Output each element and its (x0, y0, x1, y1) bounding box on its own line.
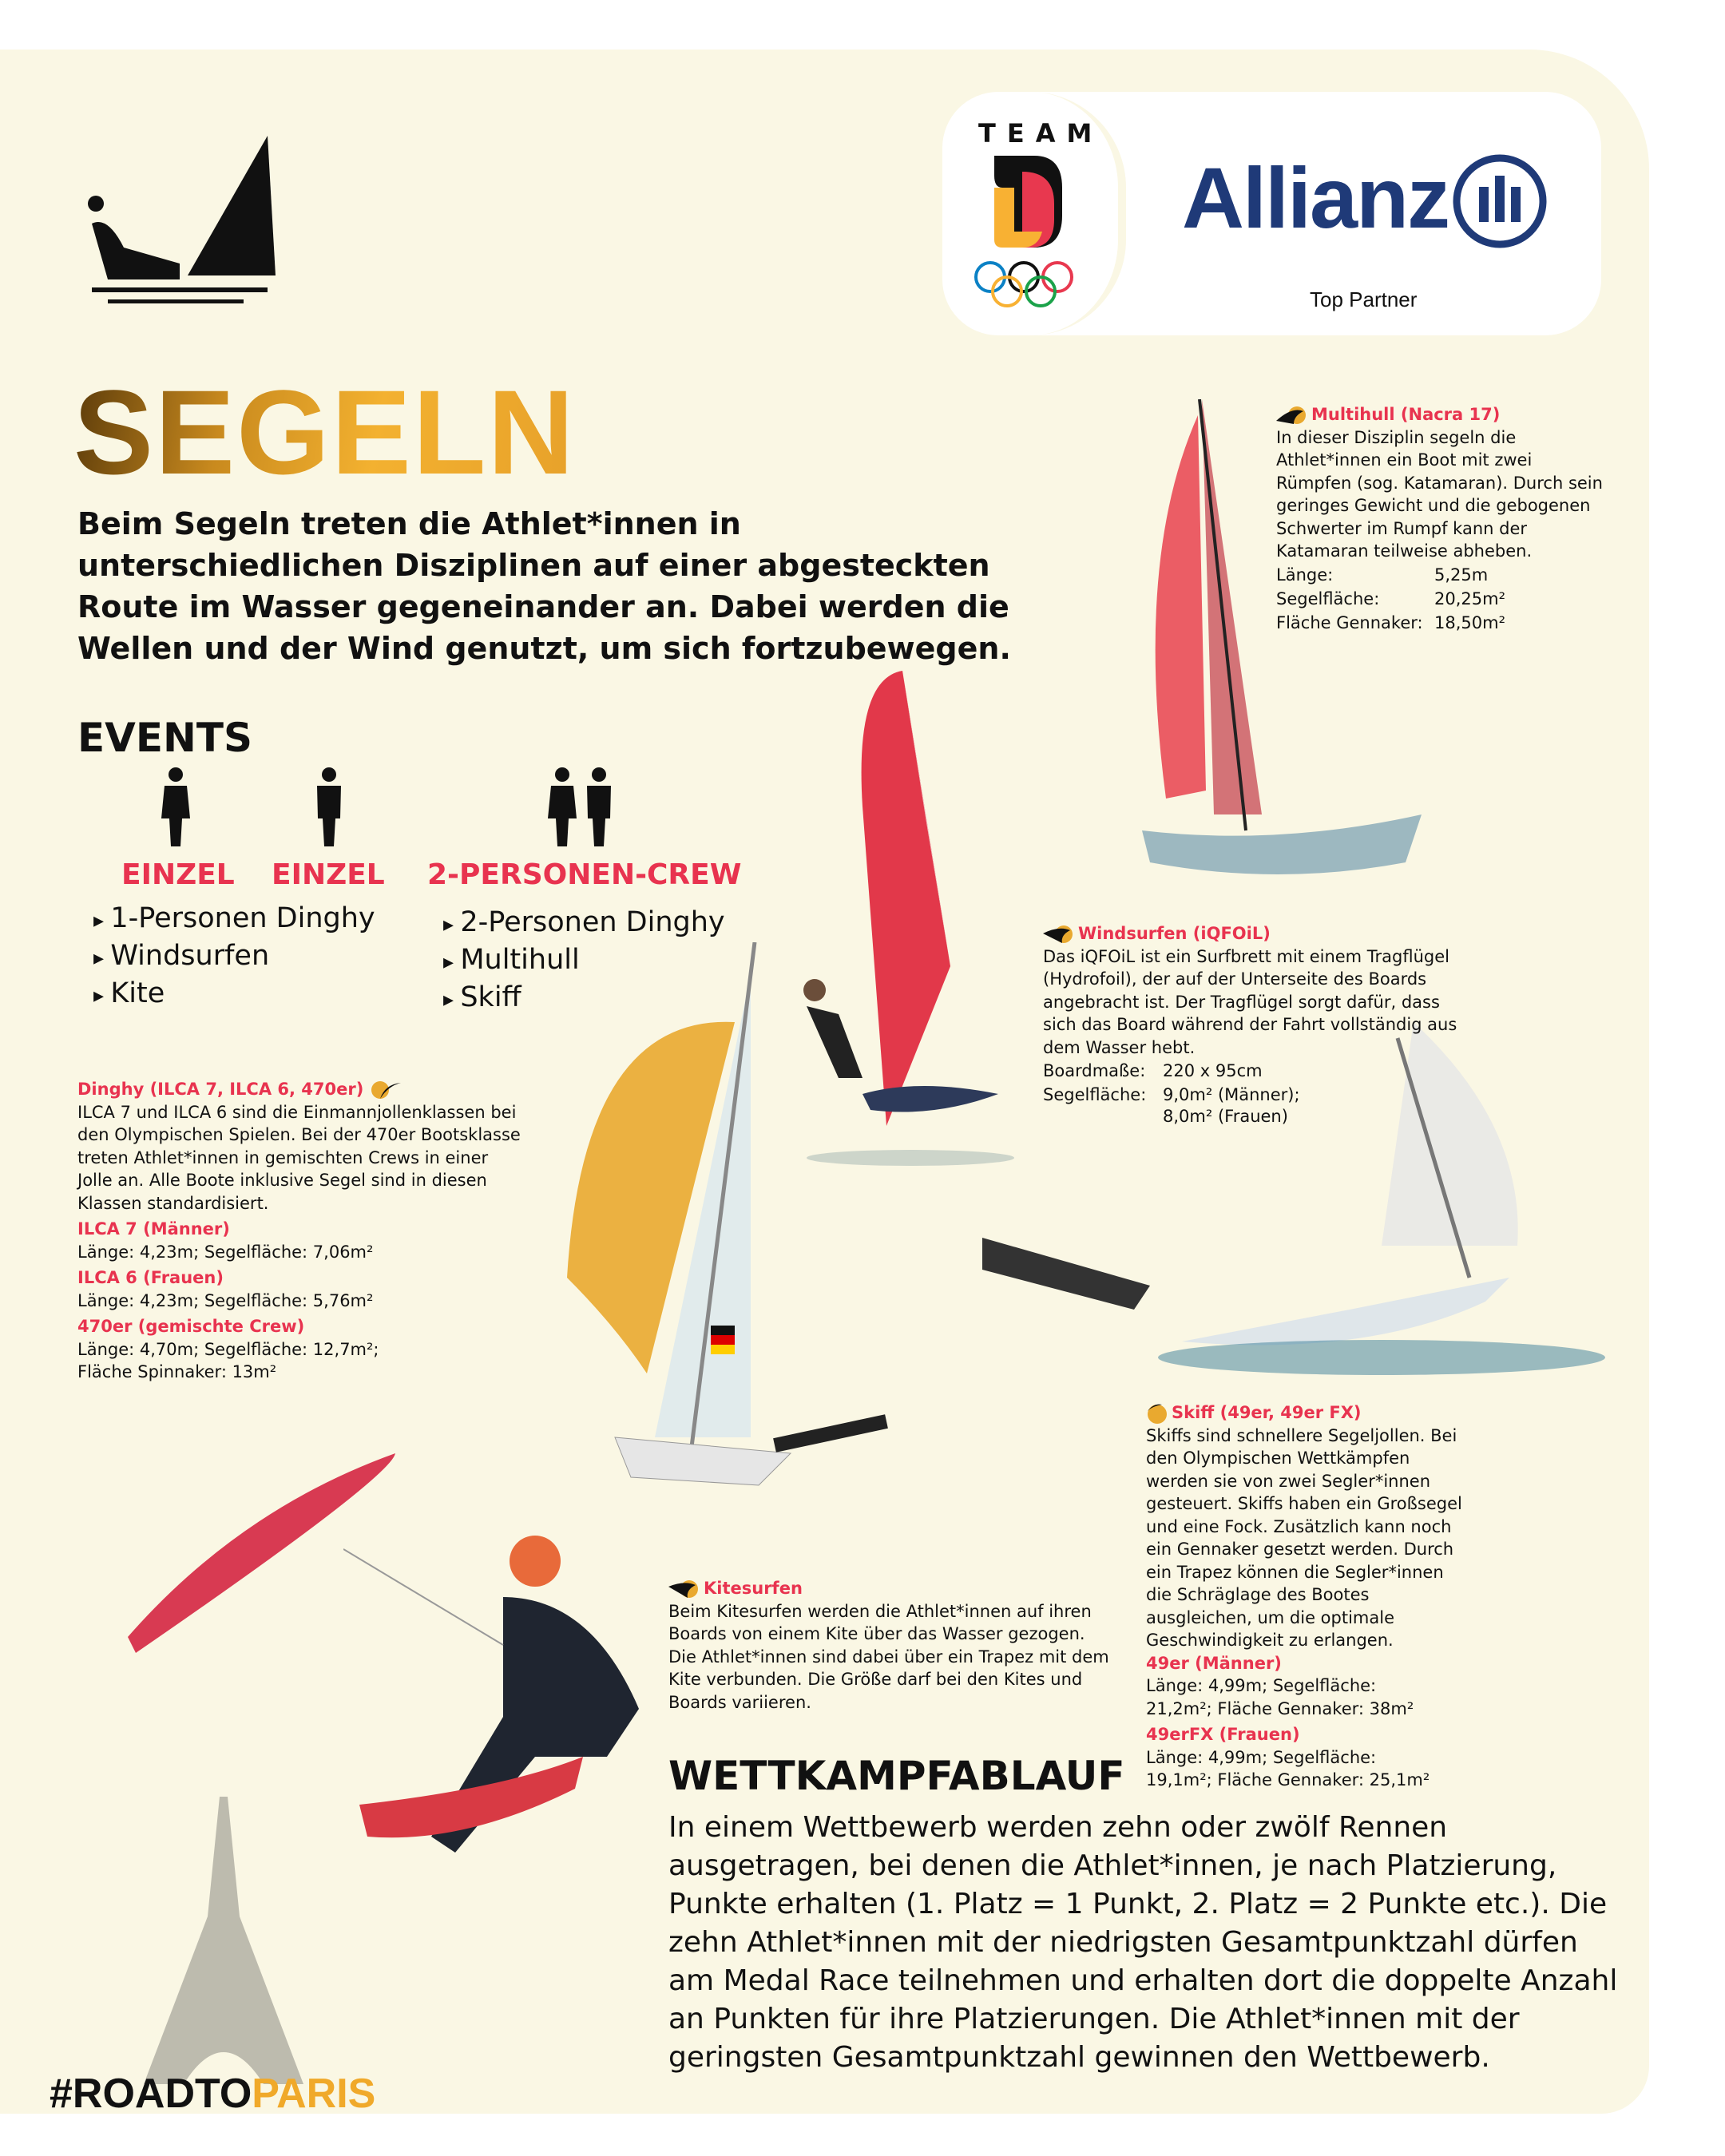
windsurf-text: Das iQFOiL ist ein Surfbrett mit einem Tragflügel (Hydrofoil), der auf der Unterseite des Boards angebracht ist. Der Tragflügel sorgt dafür, dass sich das Board während der Fahrt vollständig aus dem Wasser hebt. (1043, 946, 1457, 1057)
list-item: ▸ Kite (93, 976, 375, 1013)
class-name: 470er (gemischte Crew) (77, 1317, 305, 1336)
intro-text: Beim Segeln treten die Athlet*innen in unterschiedlichen Disziplinen auf einer abgesteckten Route im Wasser gegeneinander an. Dabei werden die Wellen und der Wind genutzt, um sich fortzubewegen. (77, 506, 1011, 666)
spec-value: 220 x 95cm (1163, 1061, 1263, 1080)
multihull-info (1276, 403, 1604, 635)
spec-label (1043, 1107, 1163, 1126)
dinghy-info (77, 1078, 525, 1384)
page-title: SEGELN (73, 363, 576, 501)
dinghy-heading: Dinghy (ILCA 7, ILCA 6, 470er) (77, 1080, 364, 1099)
multihull-heading: Multihull (Nacra 17) (1311, 405, 1501, 424)
list-item: ▸ Multihull (443, 942, 725, 980)
hashtag-part: #ROADTO (50, 2071, 252, 2117)
category-single-2: EINZEL (272, 858, 385, 891)
wind-bullet-icon (369, 1080, 401, 1100)
single-events-list (93, 901, 375, 1013)
athlete-crew-icon (545, 767, 617, 846)
spec-label: Segelfläche: (1276, 589, 1380, 608)
team-label: TEAM (978, 118, 1104, 149)
competition-heading: WETTKAMPFABLAUF (668, 1753, 1125, 1799)
kitesurfer-image (343, 1517, 663, 1885)
kite-text: Beim Kitesurfen werden die Athlet*innen auf ihren Boards von einem Kite über das Wasser gezogen. Die Athlet*innen sind dabei über ein Trapez mit dem Kite verbunden. Die Größe darf bei den Kites und Boards variieren. (668, 1601, 1109, 1712)
spec-value: 8,0m² (Frauen) (1163, 1107, 1288, 1126)
class-name: ILCA 7 (Männer) (77, 1219, 230, 1239)
multihull-text: In dieser Disziplin segeln die Athlet*innen ein Boot mit zwei Rümpfen (sog. Katamaran). Durch sein geringes Gewicht und die gebogenen Schwerter im Rumpf kann der Katamaran teilweise abheben. (1276, 427, 1603, 561)
spec-value: 20,25m² (1434, 589, 1505, 608)
list-item: ▸ 1-Personen Dinghy (93, 901, 375, 938)
class-name: 49erFX (Frauen) (1146, 1725, 1300, 1744)
category-crew: 2-PERSONEN-CREW (427, 858, 742, 891)
class-specs: Länge: 4,23m; Segelfläche: 7,06m² (77, 1242, 374, 1262)
spec-label: Segelfläche: (1043, 1085, 1147, 1104)
wind-bullet-icon (1146, 1403, 1168, 1424)
allianz-wordmark: Allianz (1182, 149, 1449, 246)
sailing-pictogram-icon (84, 136, 284, 311)
eiffel-tower-image (120, 1797, 327, 2084)
team-d-logo (990, 156, 1070, 252)
hashtag-part-paris: PARIS (252, 2071, 376, 2117)
list-item: ▸ Skiff (443, 980, 725, 1017)
wind-bullet-icon (1276, 405, 1308, 426)
spec-value: 18,50m² (1434, 612, 1505, 632)
list-item: ▸ 2-Personen Dinghy (443, 905, 725, 942)
kite-heading: Kitesurfen (704, 1579, 803, 1598)
class-name: ILCA 6 (Frauen) (77, 1268, 224, 1287)
wind-bullet-icon (1043, 924, 1075, 945)
skiff-info (1146, 1401, 1465, 1792)
spec-label: Boardmaße: (1043, 1061, 1146, 1080)
class-specs: Länge: 4,99m; Segelfläche: 21,2m²; Fläche Gennaker: 38m² (1146, 1676, 1414, 1718)
athlete-female-icon (160, 767, 192, 846)
spec-value: 9,0m² (Männer); (1163, 1085, 1300, 1104)
list-item: ▸ Windsurfen (93, 938, 375, 976)
kite-info (668, 1577, 1116, 1714)
class-specs: Länge: 4,23m; Segelfläche: 5,76m² (77, 1290, 374, 1310)
skiff-text: Skiffs sind schnellere Segeljollen. Bei den Olympischen Wettkämpfen werden sie von zwei Segler*innen gesteuert. Skiffs haben ein Großsegel und eine Fock. Zusätzlich kann noch ein Gennaker gesetzt werden. Durch ein Trapez können die Segler*innen die Schräglage des Bootes ausgleichen, um die optimale Geschwindigkeit zu erlangen. (1146, 1425, 1462, 1650)
category-single-1: EINZEL (121, 858, 235, 891)
windsurf-specs (1043, 1059, 1300, 1126)
class-specs: Länge: 4,99m; Segelfläche: 19,1m²; Fläche Gennaker: 25,1m² (1146, 1747, 1430, 1789)
athlete-male-icon (313, 767, 345, 846)
spec-value: 5,25m (1434, 565, 1489, 585)
wind-bullet-icon (668, 1579, 700, 1599)
competition-text: In einem Wettbewerb werden zehn oder zwölf Rennen ausgetragen, bei denen die Athlet*innen, je nach Platzierung, Punkte erhalten (1. Platz = 1 Punkt, 2. Platz = 2 Punkte etc.). Die zehn Athlet*innen mit der niedrigsten Gesamtpunktzahl dürfen am Medal Race teilnehmen und erhalten dort die doppelte Anzahl an Punkten für ihre Platzierungen. Die Athlet*innen mit der geringsten Gesamtpunktzahl gewinnen den Wettbewerb. (668, 1811, 1618, 2074)
multihull-specs (1276, 563, 1505, 635)
dinghy-text: ILCA 7 und ILCA 6 sind die Einmannjollenklassen bei den Olympischen Spielen. Bei der 470er Bootsklasse treten Athlet*innen in gemischten Crews in einer Jolle an. Alle Boote inklusive Segel sind in diesen Klassen standardisiert. (77, 1102, 521, 1213)
top-partner-label: Top Partner (1310, 287, 1418, 311)
skiff-heading: Skiff (49er, 49er FX) (1172, 1403, 1362, 1422)
olympic-rings-icon (973, 260, 1077, 307)
class-specs: Länge: 4,70m; Segelfläche: 12,7m²; Fläche Spinnaker: 13m² (77, 1339, 379, 1381)
dinghy-470-image (551, 942, 934, 1501)
class-name: 49er (Männer) (1146, 1653, 1282, 1673)
allianz-eagle-icon (1452, 153, 1548, 249)
events-heading: EVENTS (77, 715, 252, 761)
hashtag (50, 2070, 375, 2118)
windsurf-heading: Windsurfen (iQFOiL) (1078, 924, 1271, 943)
spec-label: Länge: (1276, 565, 1334, 585)
spec-label: Fläche Gennaker: (1276, 612, 1423, 632)
windsurf-info (1043, 922, 1458, 1126)
